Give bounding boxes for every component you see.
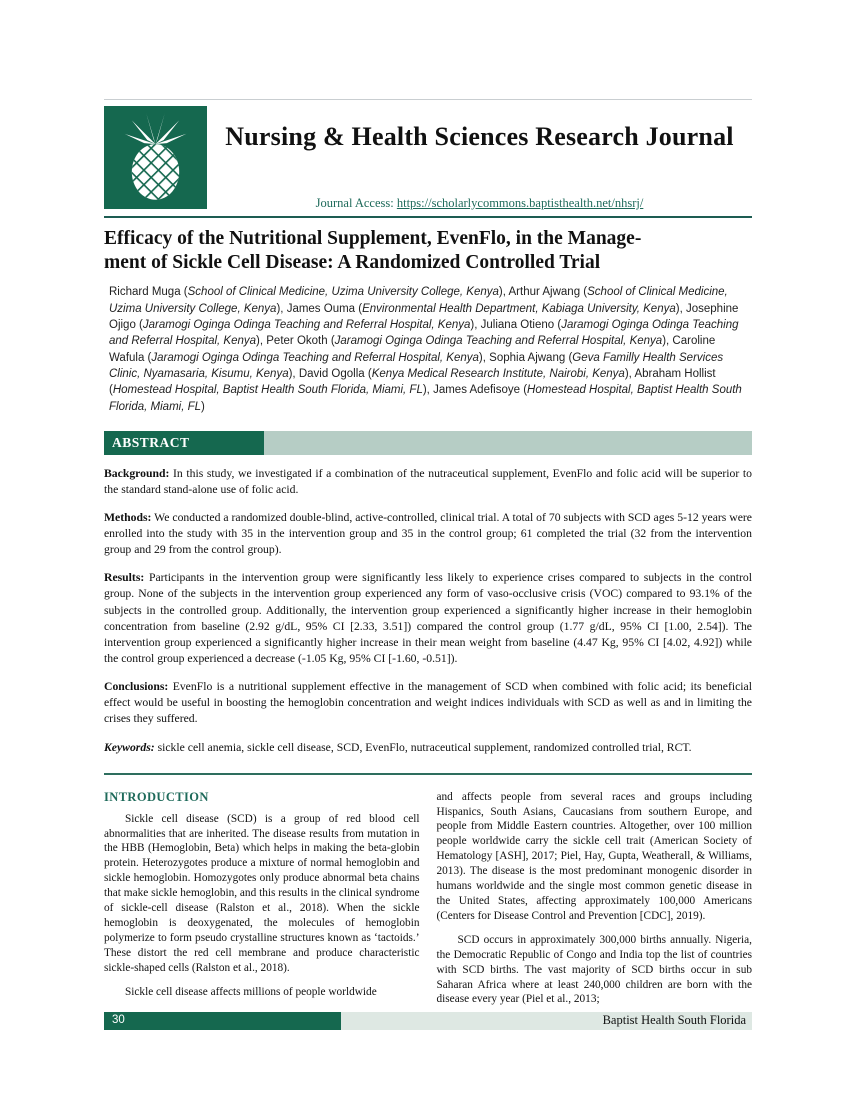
abstract-divider: [104, 773, 752, 775]
pineapple-icon: [104, 106, 207, 209]
paper-title-line1: Efficacy of the Nutritional Supplement, EvenFlo, in the Manage-: [104, 228, 642, 249]
abstract-heading: ABSTRACT: [104, 431, 264, 455]
intro-paragraph: SCD occurs in approximately 300,000 births annually. Nigeria, the Democratic Republic of Congo and India top the list of countries with SCD births. The vast majority of SCD births occur in sub Saharan Africa where at least 240,000 children are born with the disease every year (Piel et al., 2013;: [436, 933, 752, 1006]
author-entry: Juliana Otieno (Jaramogi Oginga Odinga Teaching and Referral Hospital, Kenya),: [109, 319, 739, 348]
intro-paragraph: Sickle cell disease (SCD) is a group of red blood cell abnormalities that are inherited. The disease results from mutation in the HBB (Hemoglobin, Beta) which helps in making the beta-globin protein. Heterozygotes produce a mixture of normal hemoglobin and sickle hemoglobin. Homozygotes only produce abnormal beta chains that make sickle hemoglobin, and this results in the clinical syndrome of sickle-cell disease (Ralston et al., 2018). When the sickle hemoglobin is deoxygenated, the molecules of hemoglobin polymerize to form pseudo crystalline structures known as ‘tactoids.’ These distort the red cell membrane and produce characteristic sickle-shaped cells (Ralston et al., 2018).: [104, 812, 420, 974]
abstract-section-results: Results: Participants in the intervention group were significantly less likely to experience crises compared to subjects in the control group. None of the subjects in the intervention group experienced any form of vaso-occlusive crisis (VOC) compared to 93.1% of the subjects in the controlled group. Additionally, the intervention group experienced a significantly higher increase in their hemoglobin concentration from baseline (2.92 g/dL, 95% CI [2.33, 3.51]) compared the control group (1.77 g/dL, 95% CI [1.00, 2.54]). The intervention group experienced a significantly higher increase in their mean weight from baseline (4.47 Kg, 95% CI [4.02, 4.92]) while the control group experienced a decrease (-1.05 Kg, 95% CI [-1.60, -0.51]).: [104, 571, 752, 665]
journal-access-label: Journal Access:: [315, 196, 394, 210]
author-entry: Sophia Ajwang (Geva Familly Health Services Clinic, Nyamasaria, Kisumu, Kenya),: [109, 351, 724, 380]
intro-right-paragraphs: [437, 790, 753, 1008]
author-list: [104, 284, 752, 415]
header-divider: [104, 216, 752, 218]
author-entry: Arthur Ajwang (School of Clinical Medicine, Uzima University College, Kenya),: [109, 286, 728, 315]
journal-access-link[interactable]: https://scholarlycommons.baptisthealth.net/nhsrj/: [396, 196, 644, 210]
journal-header: [104, 99, 752, 214]
page-number: 30: [104, 1012, 341, 1030]
intro-right-column: [437, 790, 753, 1013]
abstract-section-methods: Methods: We conducted a randomized double-blind, active-controlled, clinical trial. A total of 70 subjects with SCD ages 5-12 years were enrolled into the study with 35 in the intervention group and 35 in the control group; 61 completed the trial (32 from the intervention group and 29 from the control group).: [104, 510, 752, 557]
author-entry: Richard Muga (School of Clinical Medicine, Uzima University College, Kenya),: [109, 286, 509, 299]
paper-title: [104, 227, 752, 275]
author-entry: Josephine Ojigo (Jaramogi Oginga Odinga Teaching and Referral Hospital, Kenya),: [109, 302, 739, 331]
intro-heading: INTRODUCTION: [104, 789, 209, 804]
abstract-section-conclusions: Conclusions: EvenFlo is a nutritional supplement effective in the management of SCD when combined with folic acid; its beneficial effect would be useful in boosting the hemoglobin concentration and weight indices individuals with SCD as well as and in limiting the crises they suffered.: [104, 680, 752, 726]
intro-paragraph: and affects people from several races and groups including Hispanics, South Asians, Caucasians from southern Europe, and people from Middle Eastern countries. Altogether, over 100 million people worldwide carry the sickle cell trait (American Society of Hematology [ASH], 2017; Piel, Hay, Gupta, Weatherall, & Williams, 2013). The disease is the most predominant monogenic disorder in humans worldwide and the single most common genetic disease in the United States, affecting approximately 100,000 Americans (Centers for Disease Control and Prevention [CDC], 2019).: [436, 790, 752, 922]
intro-left-column: [104, 790, 420, 1013]
author-entry: James Ouma (Environmental Health Department, Kabiaga University, Kenya),: [286, 302, 686, 315]
intro-columns: [104, 790, 752, 1013]
abstract-header-bar: [104, 431, 752, 455]
author-entry: Caroline Wafula (Jaramogi Oginga Odinga Teaching and Referral Hospital, Kenya),: [109, 335, 716, 364]
footer-publisher: Baptist Health South Florida: [341, 1012, 752, 1030]
journal-access-line: [207, 196, 752, 214]
author-entry: Peter Okoth (Jaramogi Oginga Odinga Teaching and Referral Hospital, Kenya),: [266, 335, 673, 348]
abstract-section-keywords: Keywords: sickle cell anemia, sickle cell disease, SCD, EvenFlo, nutraceutical supplement, randomized controlled trial, RCT.: [104, 740, 692, 754]
abstract-body: [104, 466, 752, 768]
abstract-heading-extension: [264, 431, 752, 455]
journal-title: Nursing & Health Sciences Research Journal: [225, 122, 734, 151]
abstract-section-background: Background: In this study, we investigated if a combination of the nutraceutical supplement, EvenFlo and folic acid will be superior to the standard stand-alone use of folic acid.: [104, 466, 752, 496]
header-text-area: [207, 106, 752, 214]
author-entry: James Adefisoye (Homestead Hospital, Baptist Health South Florida, Miami, FL): [109, 384, 742, 413]
page-footer: [104, 1012, 752, 1030]
author-entry: David Ogolla (Kenya Medical Research Institute, Nairobi, Kenya),: [298, 367, 635, 380]
paper-title-line2: ment of Sickle Cell Disease: A Randomized Controlled Trial: [104, 252, 601, 274]
author-entry: Abraham Hollist (Homestead Hospital, Baptist Health South Florida, Miami, FL),: [109, 367, 716, 397]
intro-left-paragraphs: [104, 812, 420, 1000]
intro-paragraph: Sickle cell disease affects millions of people worldwide: [125, 985, 377, 998]
